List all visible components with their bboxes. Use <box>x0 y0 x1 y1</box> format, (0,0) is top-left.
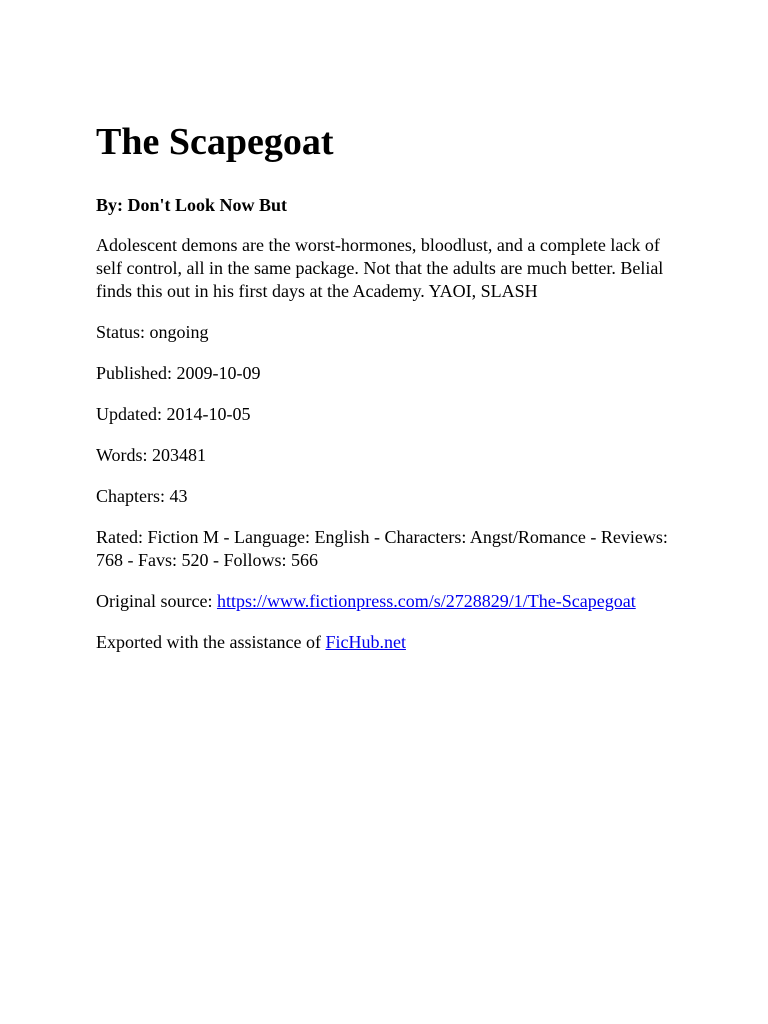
export-credit-label: Exported with the assistance of <box>96 632 326 652</box>
published-line: Published: 2009-10-09 <box>96 363 261 383</box>
original-source-link[interactable]: https://www.fictionpress.com/s/2728829/1/The-Scapegoat <box>216 591 636 611</box>
story-title: The Scapegoat <box>96 121 334 163</box>
updated-line: Updated: 2014-10-05 <box>96 404 251 424</box>
chapters-line: Chapters: 43 <box>96 486 188 506</box>
original-source-line <box>96 590 676 613</box>
fichub-link[interactable]: FicHub.net <box>325 632 406 652</box>
status-line: Status: ongoing <box>96 322 209 342</box>
original-source-label: Original source: <box>96 591 217 611</box>
export-credit-line <box>96 631 676 654</box>
document-page <box>96 118 676 672</box>
author-byline: By: Don't Look Now But <box>96 195 288 215</box>
story-summary: Adolescent demons are the worst-hormones, bloodlust, and a complete lack of self control, all in the same package. Not that the adults are much better. Belial finds this out in his first days at the Academy. YAOI, SLASH <box>96 235 664 301</box>
words-line: Words: 203481 <box>96 445 207 465</box>
rating-line: Rated: Fiction M - Language: English - Characters: Angst/Romance - Reviews: 768 - Favs: 520 - Follows: 566 <box>96 527 668 570</box>
